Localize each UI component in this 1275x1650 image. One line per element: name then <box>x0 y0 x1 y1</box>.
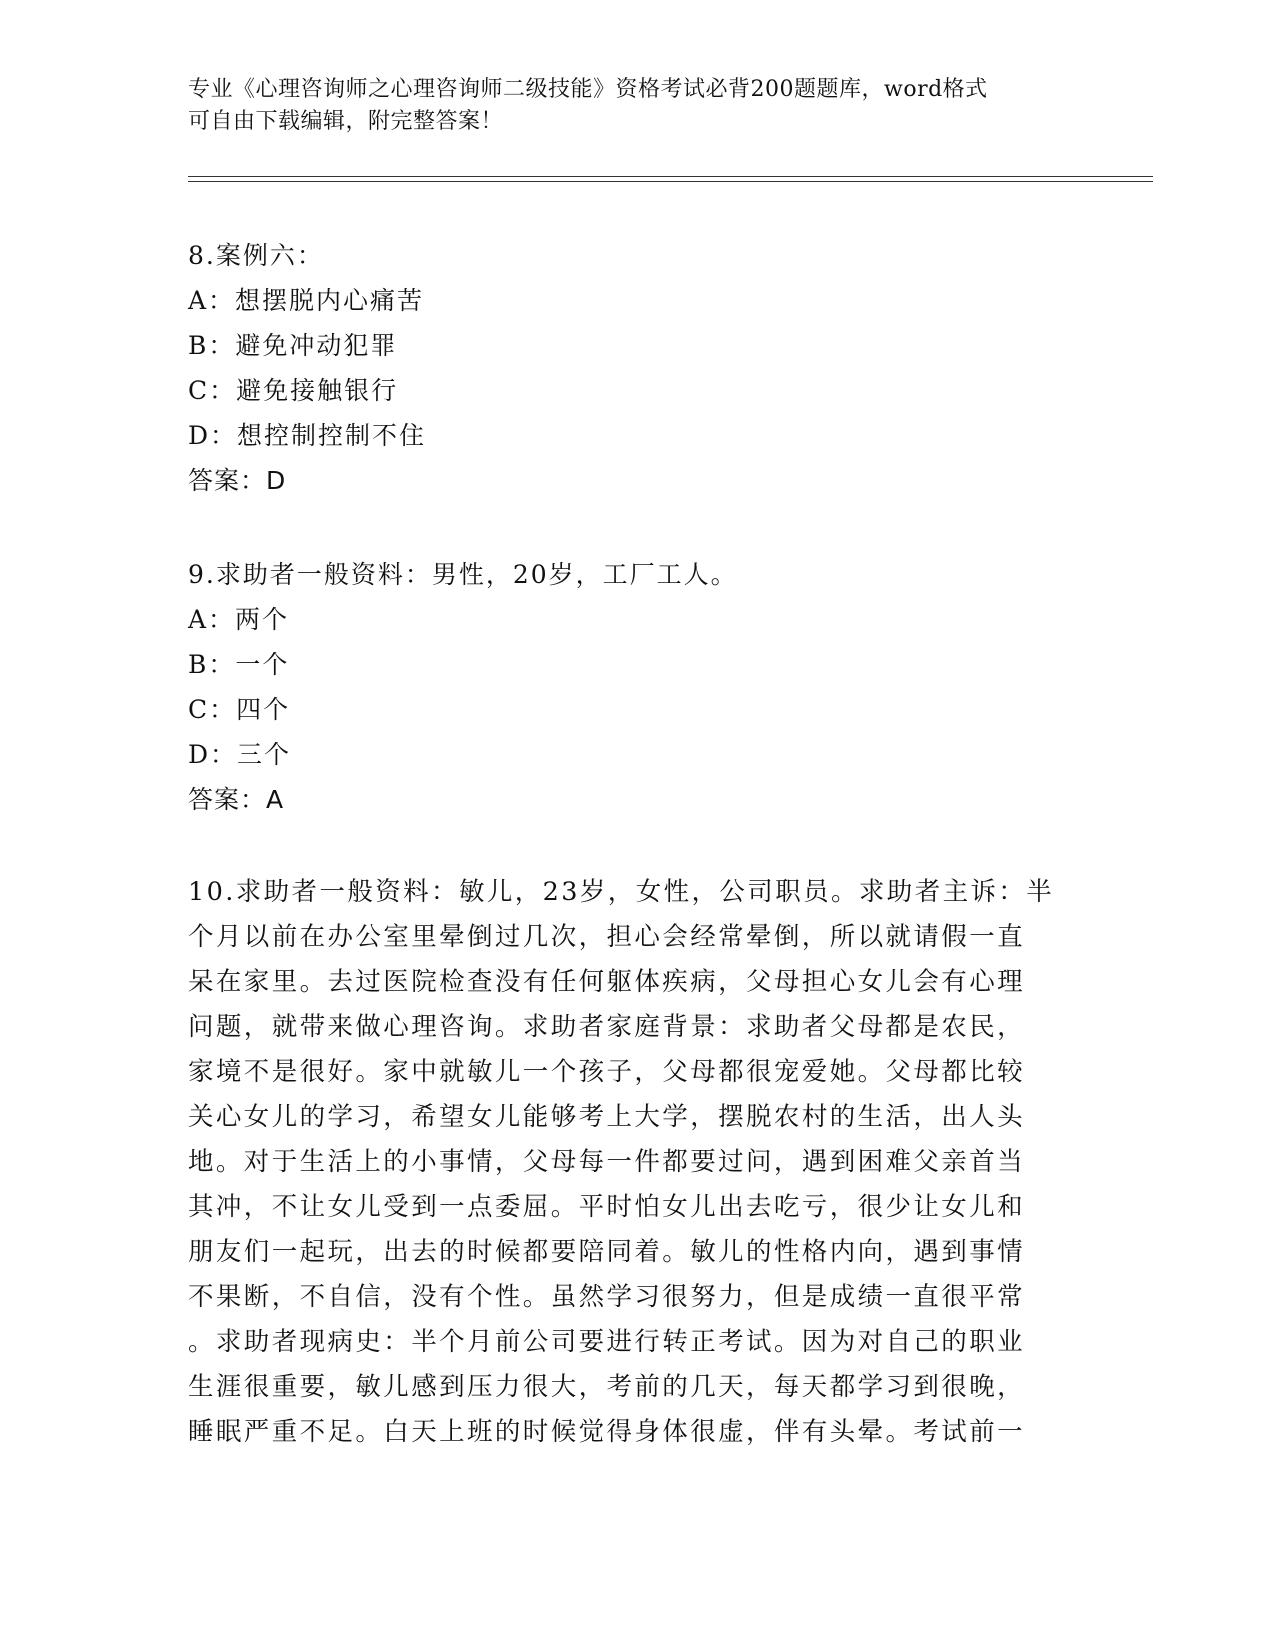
document-header <box>188 74 1088 138</box>
question-text-line: 关心女儿的学习，希望女儿能够考上大学，摆脱农村的生活，出人头 <box>188 1102 1026 1132</box>
option-d: D：想控制控制不住 <box>188 421 427 450</box>
option-b: B：避免冲动犯罪 <box>188 331 398 360</box>
option-d: D：三个 <box>188 740 292 769</box>
option-a: A：想摆脱内心痛苦 <box>188 286 425 315</box>
header-title-line-1: 专业《心理咨询师之心理咨询师二级技能》资格考试必背200题题库，word格式 <box>188 77 988 102</box>
question-text-line: 生涯很重要，敏儿感到压力很大，考前的几天，每天都学习到很晚， <box>188 1372 1026 1402</box>
question-text-line: 地。对于生活上的小事情，父母每一件都要过问，遇到困难父亲首当 <box>188 1147 1026 1177</box>
option-b: B：一个 <box>188 650 290 679</box>
question-text-line: 问题，就带来做心理咨询。求助者家庭背景：求助者父母都是农民， <box>188 1012 1026 1042</box>
question-text-line: 家境不是很好。家中就敏儿一个孩子，父母都很宠爱她。父母都比较 <box>188 1057 1026 1087</box>
question-text-line: 睡眠严重不足。白天上班的时候觉得身体很虚，伴有头晕。考试前一 <box>188 1417 1026 1447</box>
question-text-line: 不果断，不自信，没有个性。虽然学习很努力，但是成绩一直很平常 <box>188 1282 1026 1312</box>
answer-line: 答案：A <box>188 785 285 814</box>
question-text-line: 朋友们一起玩，出去的时候都要陪同着。敏儿的性格内向，遇到事情 <box>188 1237 1026 1267</box>
option-c: C：避免接触银行 <box>188 376 399 405</box>
question-stem: 9.求助者一般资料：男性，20岁，工厂工人。 <box>188 560 738 589</box>
option-a: A：两个 <box>188 605 290 634</box>
question-10 <box>188 870 1088 1455</box>
question-text-line: 其冲，不让女儿受到一点委屈。平时怕女儿出去吃亏，很少让女儿和 <box>188 1192 1026 1222</box>
answer-line: 答案：D <box>188 466 287 495</box>
header-title-line-2: 可自由下载编辑，附完整答案！ <box>188 109 504 134</box>
option-c: C：四个 <box>188 695 291 724</box>
header-divider-bottom <box>188 181 1153 182</box>
question-8 <box>188 233 1088 503</box>
question-text-line: 个月以前在办公室里晕倒过几次，担心会经常晕倒，所以就请假一直 <box>188 922 1026 952</box>
question-text-line: 。求助者现病史：半个月前公司要进行转正考试。因为对自己的职业 <box>188 1327 1026 1357</box>
question-stem: 8.案例六： <box>188 241 324 270</box>
question-text-line: 呆在家里。去过医院检查没有任何躯体疾病，父母担心女儿会有心理 <box>188 967 1026 997</box>
question-text-line: 10.求助者一般资料：敏儿，23岁，女性，公司职员。求助者主诉：半 <box>188 877 1055 907</box>
header-divider-top <box>188 176 1153 177</box>
question-9 <box>188 552 1088 822</box>
